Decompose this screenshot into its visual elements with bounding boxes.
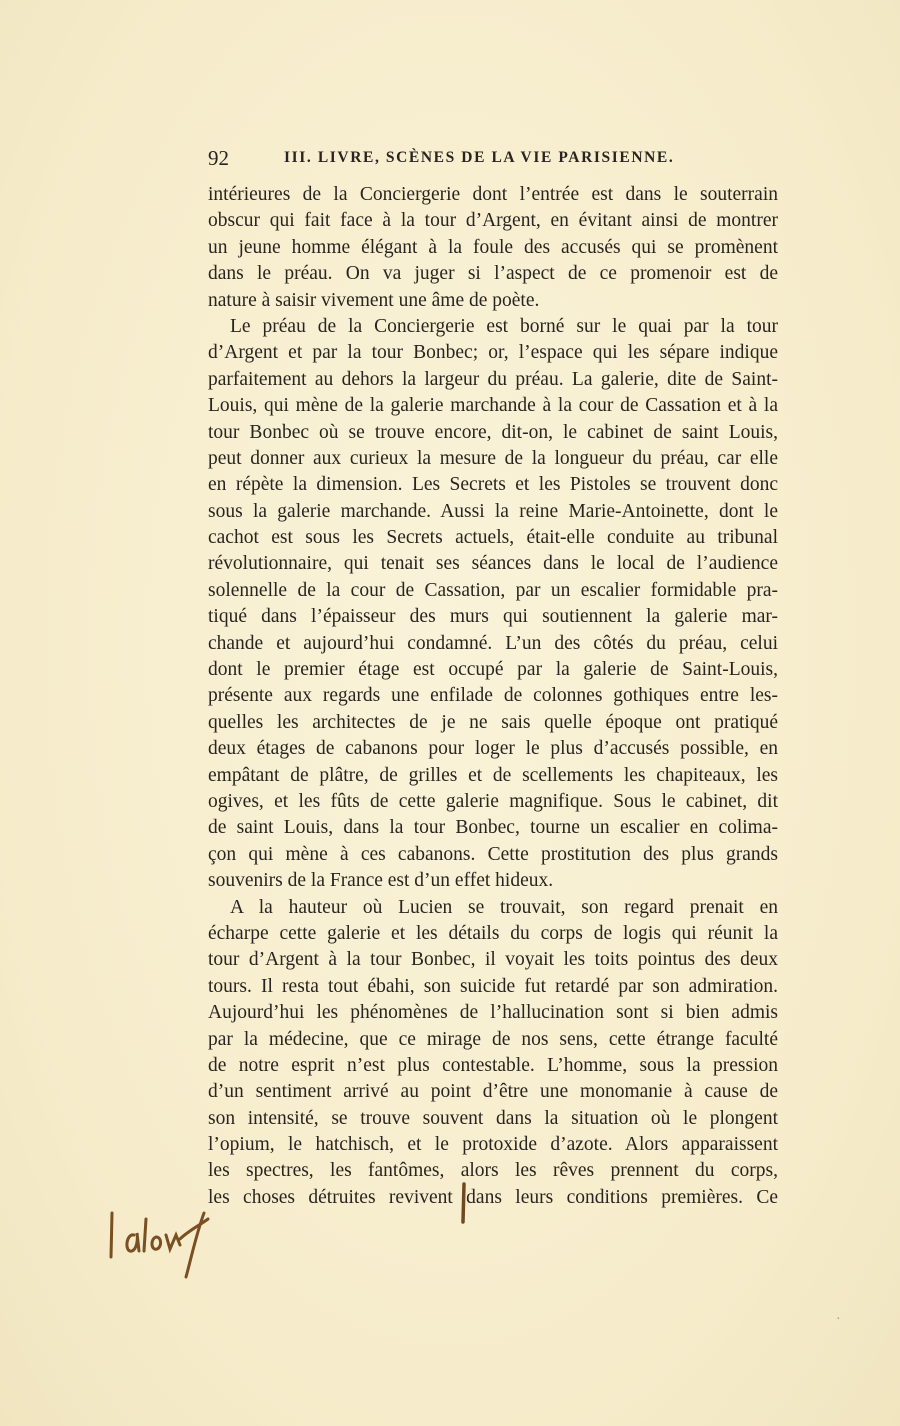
text-line: obscur qui fait face à la tour d’Argent, en évitant ainsi de montrer — [208, 210, 778, 232]
text-line: ogives, et les fûts de cette galerie magnifique. Sous le cabinet, dit — [208, 790, 778, 812]
text-line: dans le préau. On va juger si l’aspect de ce promenoir est de — [208, 263, 778, 285]
text-line: parfaitement au dehors la largeur du préau. La galerie, dite de Saint- — [208, 368, 778, 390]
page-header — [208, 146, 778, 174]
text-line: en répète la dimension. Les Secrets et les Pistoles se trouvent donc — [208, 474, 778, 496]
handwritten-signature — [104, 1205, 224, 1285]
text-line: deux étages de cabanons pour loger le plus d’accusés possible, en — [208, 738, 778, 760]
text-line: révolutionnaire, qui tenait ses séances dans le local de l’audience — [208, 553, 778, 575]
text-line: solennelle de la cour de Cassation, par un escalier formidable pra- — [208, 579, 778, 601]
text-line: par la médecine, que ce mirage de nos sens, cette étrange faculté — [208, 1028, 778, 1050]
corner-mark: · — [836, 1312, 841, 1327]
text-line: Le préau de la Conciergerie est borné sur le quai par la tour — [230, 315, 778, 337]
text-line: peut donner aux curieux la mesure de la longueur du préau, car elle — [208, 447, 778, 469]
text-line: nature à saisir vivement une âme de poète. — [208, 289, 540, 311]
text-line: tour d’Argent à la tour Bonbec, il voyait les toits pointus des deux — [208, 949, 778, 971]
text-line: cachot est sous les Secrets actuels, était-elle conduite au tribunal — [208, 527, 778, 549]
text-line: chande et aujourd’hui condamné. L’un des côtés du préau, celui — [208, 632, 778, 654]
text-line: présente aux regards une enfilade de colonnes gothiques entre les- — [208, 685, 778, 707]
text-line: les choses détruites revivent dans leurs conditions premières. Ce — [208, 1186, 778, 1208]
text-line: d’Argent et par la tour Bonbec; or, l’espace qui les sépare indique — [208, 342, 778, 364]
running-title: III. LIVRE, SCÈNES DE LA VIE PARISIENNE. — [284, 149, 675, 166]
text-line: un jeune homme élégant à la foule des accusés qui se promènent — [208, 236, 778, 258]
text-line: souvenirs de la France est d’un effet hideux. — [208, 870, 554, 892]
text-line: tiqué dans l’épaisseur des murs qui soutiennent la galerie mar- — [208, 606, 778, 628]
text-line: les spectres, les fantômes, alors les rêves prennent du corps, — [208, 1160, 778, 1182]
text-line: son intensité, se trouve souvent dans la situation où le plongent — [208, 1107, 778, 1129]
text-line: de saint Louis, dans la tour Bonbec, tourne un escalier en colima- — [208, 817, 778, 839]
text-line: tours. Il resta tout ébahi, son suicide fut retardé par son admiration. — [208, 975, 778, 997]
body-text — [208, 182, 778, 1211]
page-number: 92 — [208, 146, 229, 170]
text-line: d’un sentiment arrivé au point d’être une monomanie à cause de — [208, 1081, 778, 1103]
text-line: sous la galerie marchande. Aussi la reine Marie-Antoinette, dont le — [208, 500, 778, 522]
text-line: l’opium, le hatchisch, et le protoxide d’azote. Alors apparaissent — [208, 1134, 778, 1156]
text-line: çon qui mène à ces cabanons. Cette prostitution des plus grands — [208, 843, 778, 865]
text-line: Aujourd’hui les phénomènes de l’hallucination sont si bien admis — [208, 1002, 778, 1024]
text-line: empâtant de plâtre, de grilles et de scellements les chapiteaux, les — [208, 764, 778, 786]
text-line: dont le premier étage est occupé par la galerie de Saint-Louis, — [208, 659, 778, 681]
text-line: intérieures de la Conciergerie dont l’entrée est dans le souterrain — [208, 184, 778, 205]
text-line: A la hauteur où Lucien se trouvait, son regard prenait en — [230, 896, 778, 918]
ink-mark — [460, 1182, 468, 1226]
text-line: de notre esprit n’est plus contestable. L’homme, sous la pression — [208, 1054, 778, 1076]
text-line: tour Bonbec où se trouve encore, dit-on, le cabinet de saint Louis, — [208, 421, 778, 443]
text-line: écharpe cette galerie et les détails du corps de logis qui réunit la — [208, 922, 778, 944]
text-line: Louis, qui mène de la galerie marchande à la cour de Cassation et à la — [208, 395, 778, 417]
text-line: quelles les architectes de je ne sais quelle époque ont pratiqué — [208, 711, 778, 733]
